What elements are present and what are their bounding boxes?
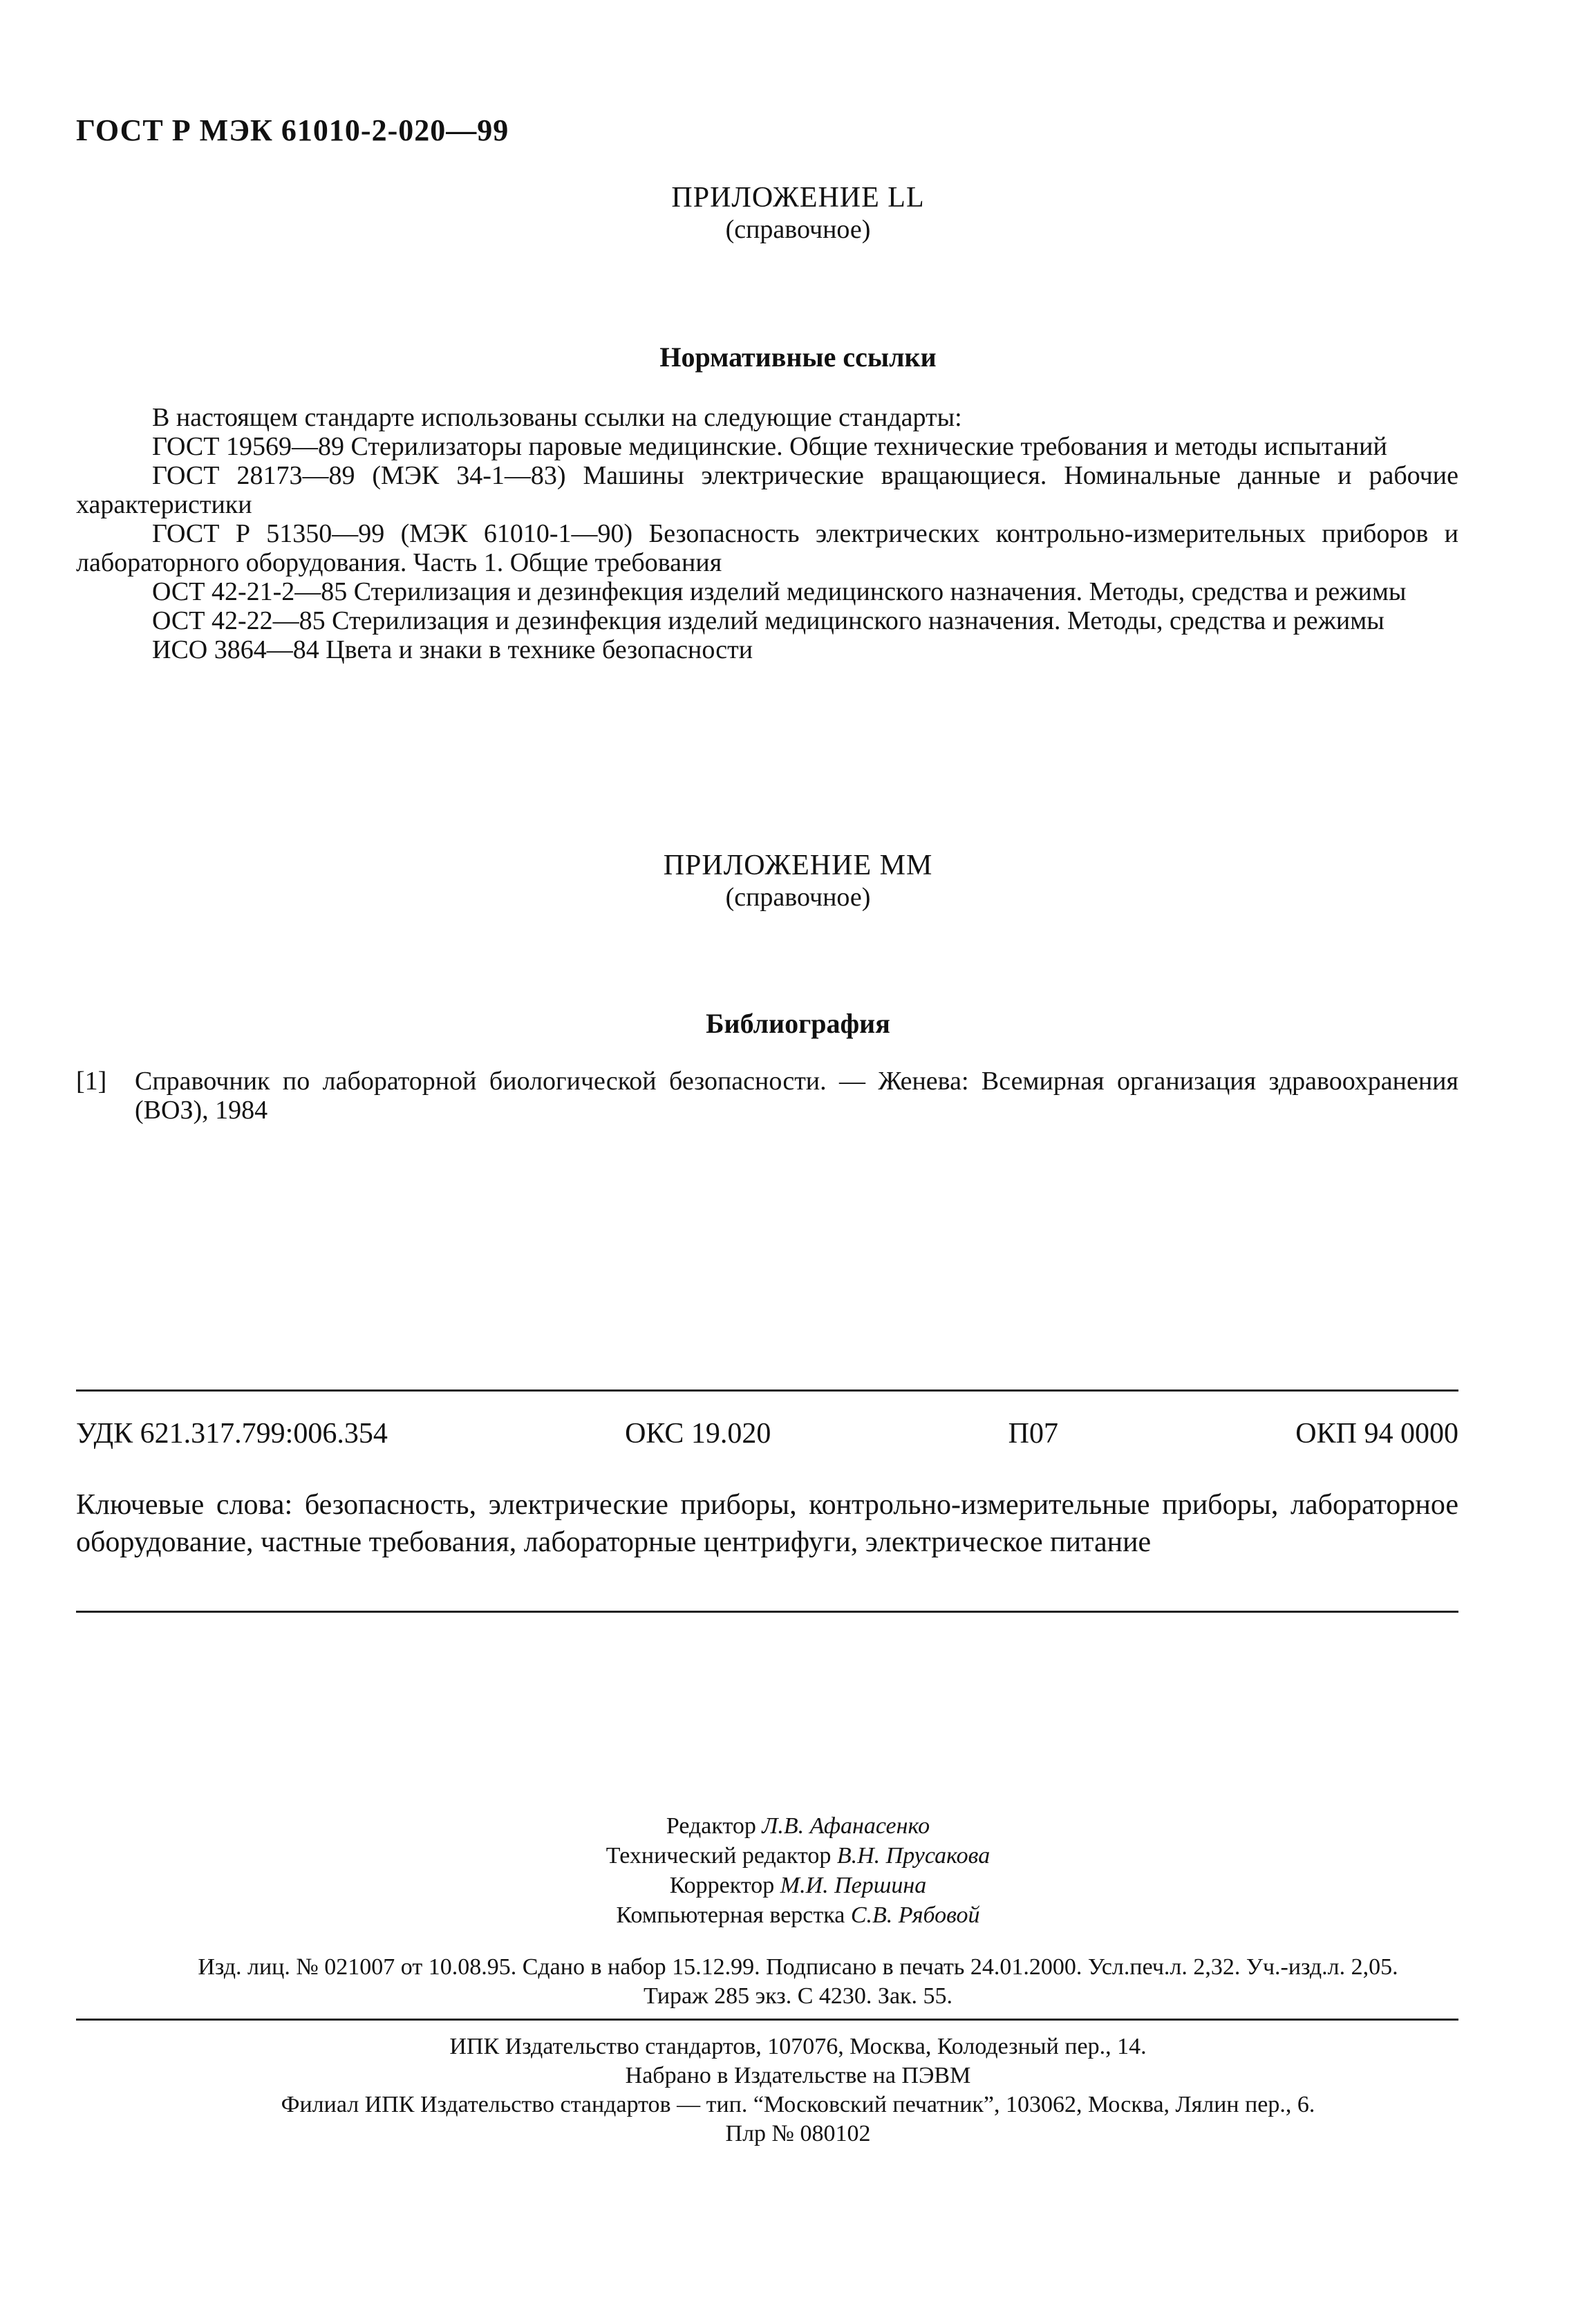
imprint-line: Филиал ИПК Издательство стандартов — тип. “Московский печатник”, 103062, Москва, Лялин пер., 6. (281, 2092, 1315, 2117)
bibliography-entry-text: Справочник по лабораторной биологической безопасности. — Женева: Всемирная организация здравоохранения (ВОЗ), 1984 (135, 1067, 1458, 1125)
reference-item: ОСТ 42-22—85 Стерилизация и дезинфекция изделий медицинского назначения. Методы, средства и режимы (152, 606, 1384, 635)
editor-name: Л.В. Афанасенко (762, 1813, 930, 1839)
appendix-ll-subtitle: (справочное) (725, 215, 871, 244)
udk-code: УДК 621.317.799:006.354 (76, 1418, 388, 1450)
staff-credits (0, 1811, 1596, 1930)
bibliography-heading: Библиография (706, 1008, 890, 1039)
appendix-mm-subtitle: (справочное) (725, 883, 871, 912)
imprint-line: Тираж 285 экз. С 4230. Зак. 55. (643, 1983, 953, 2009)
appendix-mm-title: ПРИЛОЖЕНИЕ MM (663, 850, 933, 881)
imprint-line: ИПК Издательство стандартов, 107076, Москва, Колодезный пер., 14. (449, 2034, 1147, 2059)
imprint-line: Изд. лиц. № 021007 от 10.08.95. Сдано в набор 15.12.99. Подписано в печать 24.01.2000. Усл.печ.л. 2,32. Уч.-изд.л. 2,05. (198, 1954, 1398, 1980)
divider-bottom (76, 1611, 1458, 1613)
document-code: ГОСТ Р МЭК 61010-2-020—99 (76, 113, 509, 147)
imprint-printer-info (0, 2032, 1596, 2148)
bibliography-entry (76, 1067, 1458, 1125)
corrector-line: Корректор М.И. Першина (669, 1873, 927, 1898)
layout-line: Компьютерная верстка С.В. Рябовой (616, 1902, 980, 1928)
keywords: Ключевые слова: безопасность, электрические приборы, контрольно-измерительные приборы, лабораторное оборудование, частные требования, лабораторные центрифуги, электрическое питание (76, 1489, 1458, 1558)
references-intro: В настоящем стандарте использованы ссылки на следующие стандарты: (152, 403, 962, 432)
reference-item: ИСО 3864—84 Цвета и знаки в технике безопасности (152, 635, 753, 664)
tech-editor-name: В.Н. Прусакова (836, 1843, 991, 1869)
editor-line: Редактор Л.В. Афанасенко (666, 1813, 930, 1839)
okp-code: ОКП 94 0000 (1295, 1418, 1458, 1450)
oks-code: ОКС 19.020 (625, 1418, 771, 1450)
layout-name: С.В. Рябовой (850, 1902, 980, 1928)
imprint-line: Плр № 080102 (725, 2121, 871, 2146)
bibliography-list (76, 1067, 1458, 1125)
bibliography-entry-number: [1] (76, 1067, 107, 1096)
classification-row (76, 1417, 1458, 1450)
reference-item: ГОСТ 28173—89 (МЭК 34-1—83) Машины электрические вращающиеся. Номинальные данные и рабочие характеристики (76, 461, 1458, 519)
references-list (76, 403, 1458, 664)
divider-top (76, 1389, 1458, 1392)
tech-editor-line: Технический редактор В.Н. Прусакова (605, 1843, 991, 1869)
corrector-name: М.И. Першина (780, 1873, 927, 1898)
imprint-publishing-info (0, 1953, 1596, 2011)
reference-item: ГОСТ Р 51350—99 (МЭК 61010-1—90) Безопасность электрических контрольно-измерительных приборов и лабораторного оборудования. Часть 1. Общие требования (76, 519, 1458, 577)
appendix-ll-title: ПРИЛОЖЕНИЕ LL (671, 182, 925, 214)
p-code: П07 (1008, 1418, 1059, 1450)
imprint-divider (76, 2019, 1458, 2021)
reference-item: ОСТ 42-21-2—85 Стерилизация и дезинфекция изделий медицинского назначения. Методы, средства и режимы (152, 577, 1407, 606)
imprint-line: Набрано в Издательстве на ПЭВМ (625, 2063, 971, 2088)
reference-item: ГОСТ 19569—89 Стерилизаторы паровые медицинские. Общие технические требования и методы испытаний (152, 432, 1387, 461)
normative-references-heading: Нормативные ссылки (659, 341, 937, 373)
